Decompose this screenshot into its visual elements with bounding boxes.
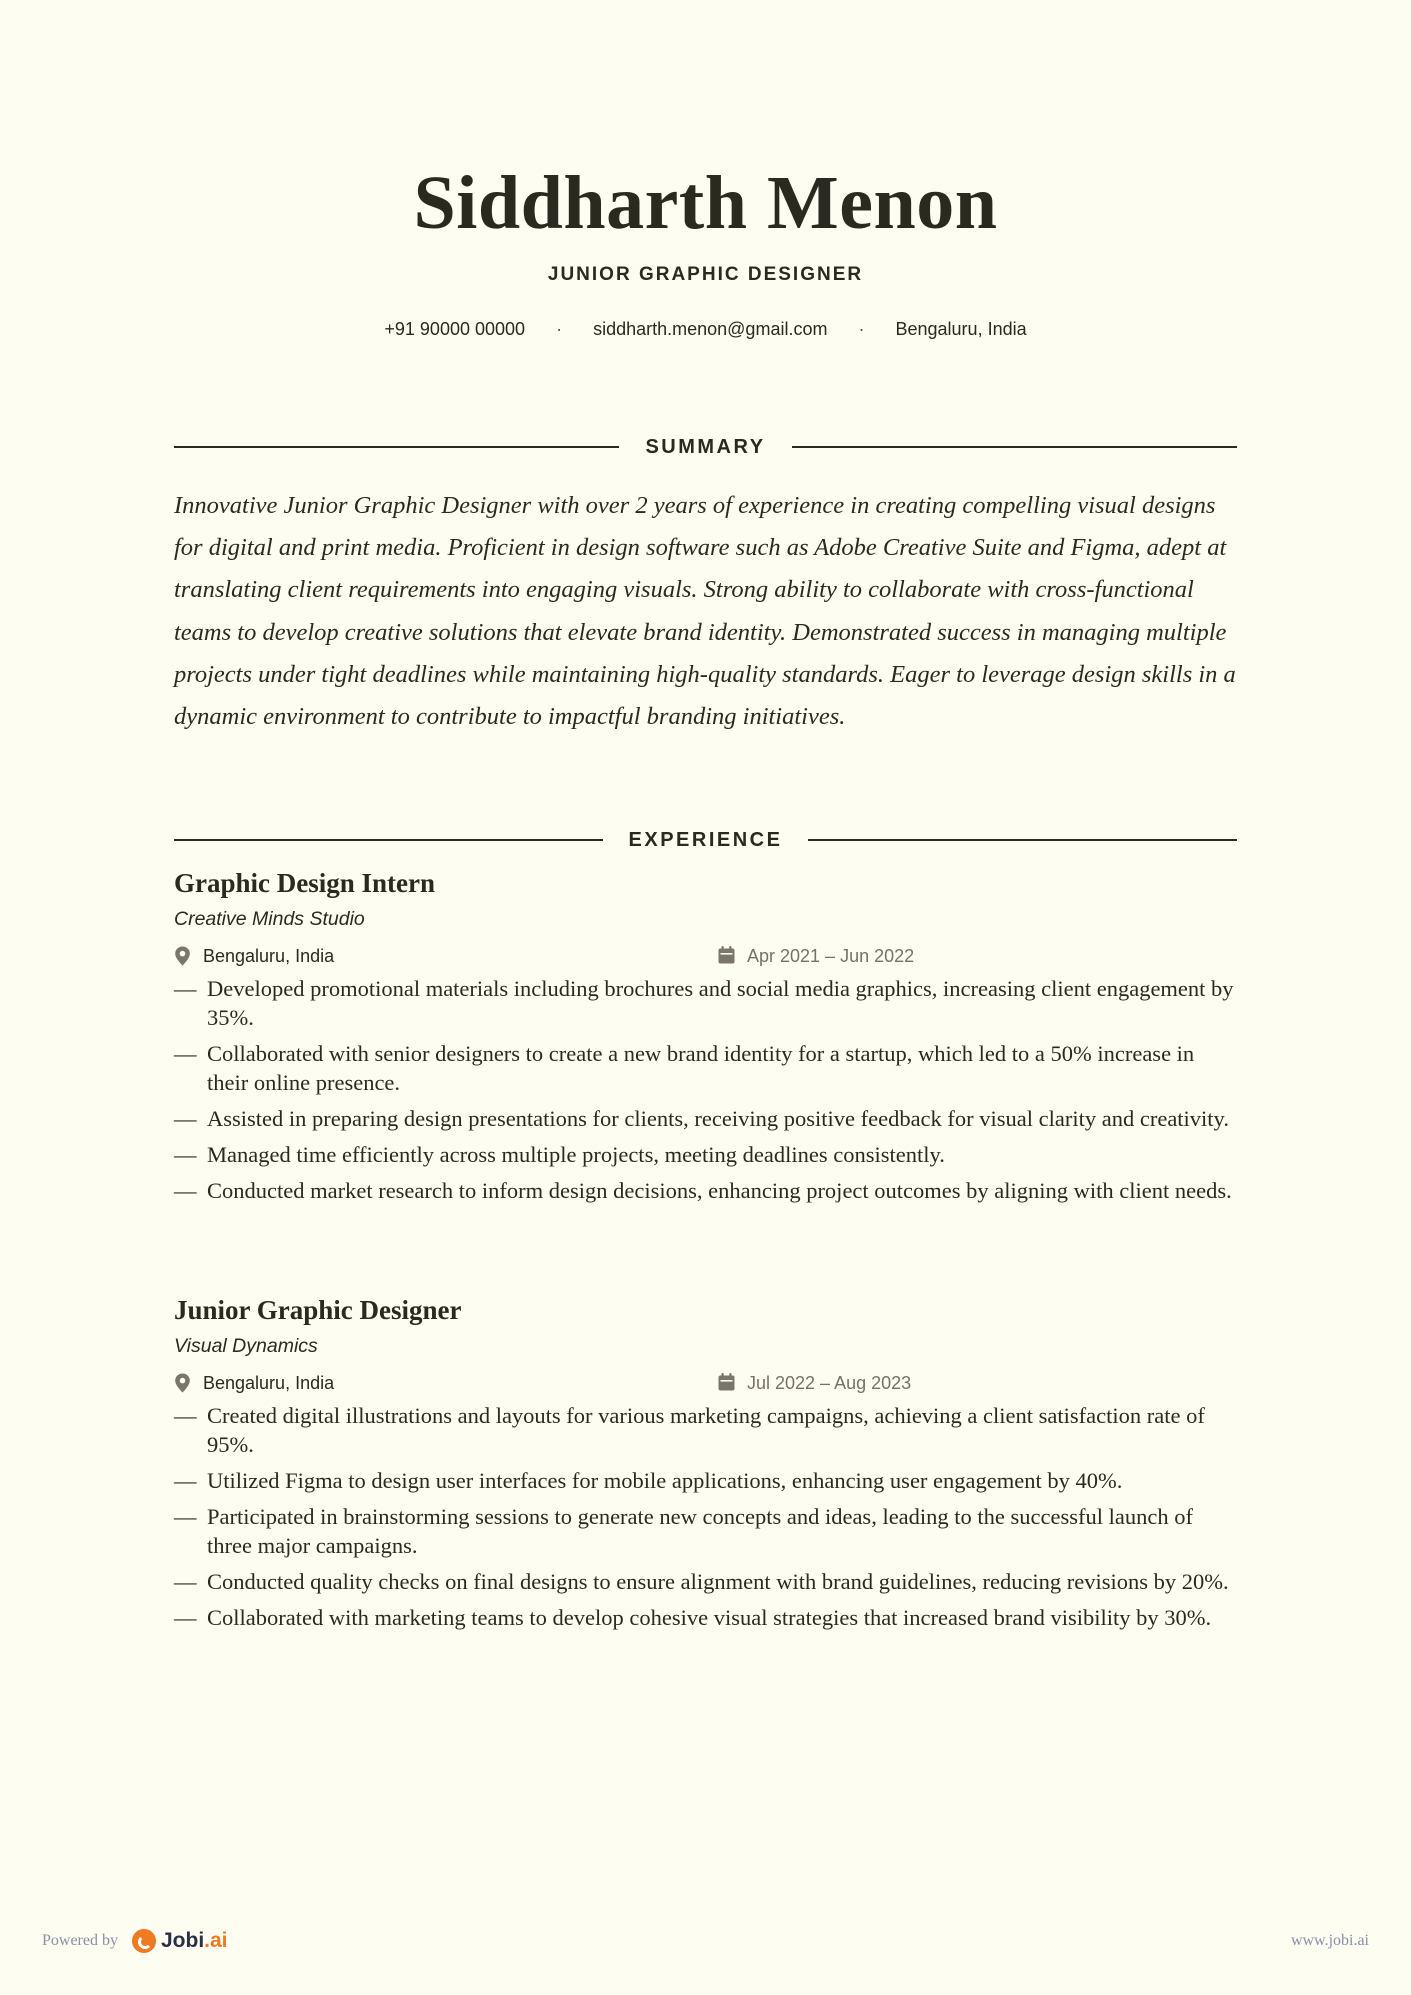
bullet-text: Conducted quality checks on final designs to ensure alignment with brand guidelines, reducing revisions by 20%. [207,1569,1229,1594]
company-name: Creative Minds Studio [174,908,365,930]
summary-heading-label: SUMMARY [645,435,766,458]
jobi-logo-icon [132,1929,156,1953]
resume-header [0,158,1411,288]
powered-by-footer [42,1929,228,1953]
bullet-text: Managed time efficiently across multiple projects, meeting deadlines consistently. [207,1142,945,1167]
bullet-text: Participated in brainstorming sessions to generate new concepts and ideas, leading to the successful launch of three major campaigns. [207,1504,1193,1558]
home-location: Bengaluru, India [895,319,1027,339]
list-item [174,1176,1237,1205]
phone-number: +91 90000 00000 [384,319,526,339]
contact-separator: · [858,319,865,339]
list-item [174,1401,1237,1459]
powered-by-label: Powered by [42,1932,118,1949]
bullet-dash: — [174,1106,197,1131]
company-name: Visual Dynamics [174,1335,318,1357]
list-item [174,1603,1237,1632]
bullet-dash: — [174,1178,197,1203]
list-item [174,1466,1237,1495]
contact-separator: · [556,319,563,339]
list-item [174,974,1237,1032]
jobi-logo-text [161,1929,228,1953]
job-bullets [174,974,1237,1205]
list-item [174,1104,1237,1133]
job-dates [718,942,914,970]
job-meta [174,942,1237,970]
map-pin-icon [174,946,191,966]
job-dates [718,1369,911,1397]
job-entry [174,1292,1237,1639]
bullet-text: Utilized Figma to design user interfaces for mobile applications, enhancing user engagement by 40%. [207,1468,1123,1493]
job-location-text: Bengaluru, India [203,946,335,966]
bullet-text: Developed promotional materials including brochures and social media graphics, increasing client engagement by 35%. [207,976,1234,1030]
job-title: Junior Graphic Designer [174,1295,462,1325]
job-entry [174,865,1237,1212]
list-item [174,1567,1237,1596]
bullet-dash: — [174,1569,197,1594]
list-item [174,1140,1237,1169]
job-dates-text: Jul 2022 – Aug 2023 [747,1373,912,1393]
heading-rule-right [792,446,1237,448]
bullet-dash: — [174,1041,197,1066]
job-dates-text: Apr 2021 – Jun 2022 [747,946,915,966]
bullet-text: Collaborated with senior designers to create a new brand identity for a startup, which led to a 50% increase in their online presence. [207,1041,1195,1095]
logo-text-main: Jobi [160,1929,205,1952]
summary-heading [174,432,1237,462]
bullet-dash: — [174,1468,197,1493]
list-item [174,1039,1237,1097]
summary-text: Innovative Junior Graphic Designer with over 2 years of experience in creating compelling visual designs for digital and print media. Proficient in design software such as Adobe Creative Suite and Figma, adept at translating client requirements into engaging visuals. Strong ability to collaborate with cross-functional teams to develop creative solutions that elevate brand identity. Demonstrated success in managing multiple projects under tight deadlines while maintaining high-quality standards. Eager to leverage design skills in a dynamic environment to contribute to impactful branding initiatives. [174,492,1236,731]
heading-rule-left [174,839,603,841]
experience-heading [174,825,1237,855]
calendar-icon [718,1373,735,1393]
job-bullets [174,1401,1237,1632]
job-location [174,942,334,970]
heading-rule-left [174,446,619,448]
bullet-text: Conducted market research to inform design decisions, enhancing project outcomes by aligning with client needs. [207,1178,1232,1203]
bullet-dash: — [174,1504,197,1529]
logo-text-accent: .ai [204,1929,228,1952]
contact-line [0,316,1411,342]
experience-heading-label: EXPERIENCE [628,828,783,851]
footer-url[interactable]: www.jobi.ai [1290,1932,1369,1949]
candidate-title: JUNIOR GRAPHIC DESIGNER [547,264,864,285]
bullet-text: Assisted in preparing design presentations for clients, receiving positive feedback for visual clarity and creativity. [207,1106,1229,1131]
calendar-icon [718,946,735,966]
job-meta [174,1369,1237,1397]
jobi-logo[interactable] [132,1929,228,1953]
bullet-text: Collaborated with marketing teams to develop cohesive visual strategies that increased brand visibility by 30%. [207,1605,1212,1630]
map-pin-icon [174,1373,191,1393]
bullet-dash: — [174,1142,197,1167]
email-address[interactable]: siddharth.menon@gmail.com [593,319,828,339]
job-location-text: Bengaluru, India [203,1373,335,1393]
bullet-dash: — [174,976,197,1001]
bullet-text: Created digital illustrations and layouts for various marketing campaigns, achieving a client satisfaction rate of 95%. [207,1403,1205,1457]
job-location [174,1369,334,1397]
bullet-dash: — [174,1403,197,1428]
list-item [174,1502,1237,1560]
candidate-name: Siddharth Menon [413,161,998,245]
bullet-dash: — [174,1605,197,1630]
job-title: Graphic Design Intern [174,868,436,898]
heading-rule-right [808,839,1237,841]
